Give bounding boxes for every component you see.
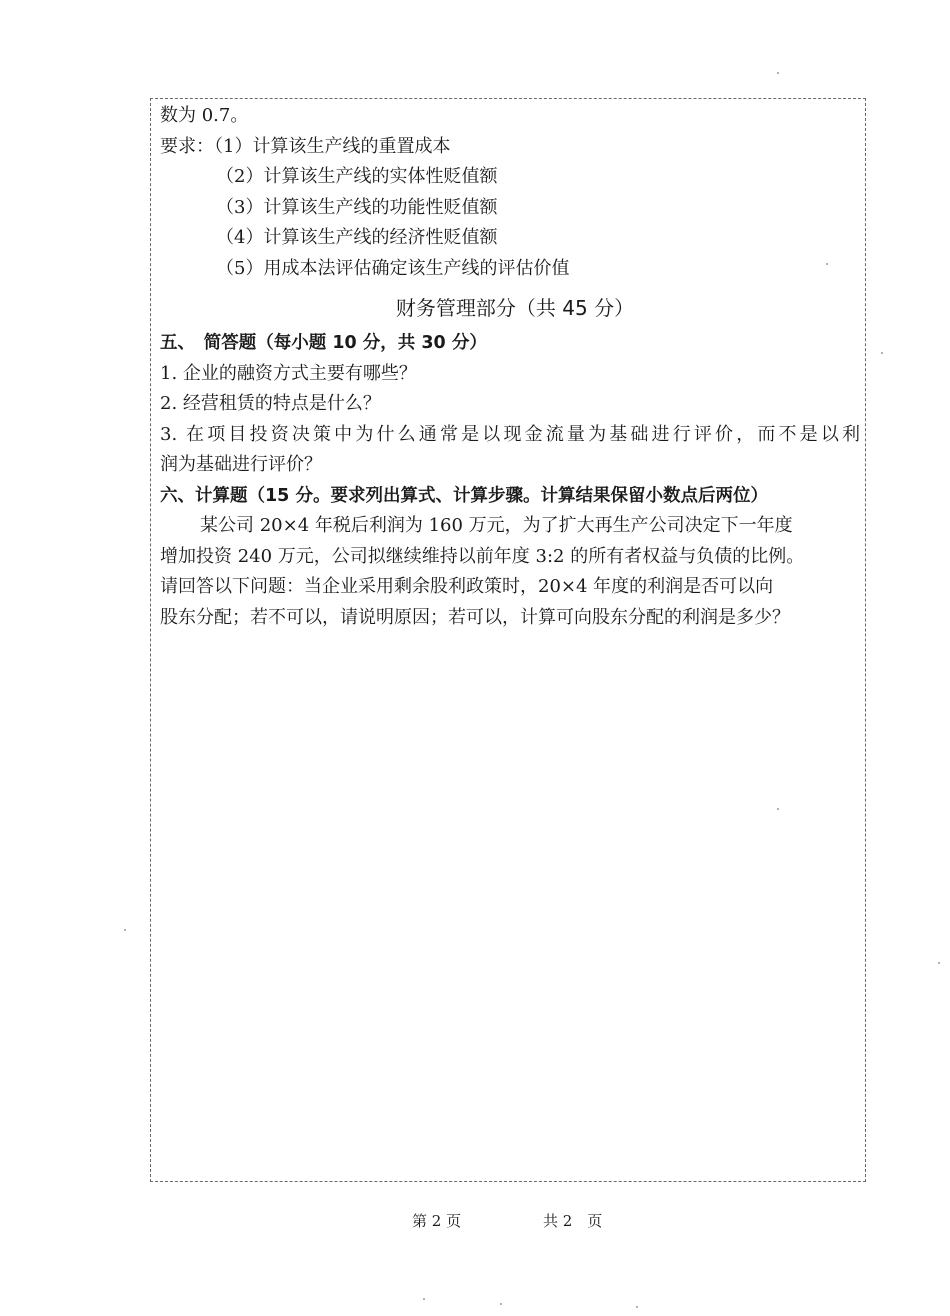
section-title bbox=[160, 288, 860, 328]
problem-line-1: 某公司 20×4 年税后利润为 160 万元，为了扩大再生产公司决定下一年度 bbox=[200, 515, 793, 536]
scan-speck bbox=[636, 1306, 638, 1308]
scan-speck bbox=[423, 1298, 425, 1300]
scan-speck bbox=[777, 72, 779, 74]
scan-speck bbox=[124, 929, 126, 931]
scan-speck bbox=[881, 352, 883, 354]
part6-heading: 六、计算题（15 分。要求列出算式、计算步骤。计算结果保留小数点后两位） bbox=[160, 485, 768, 506]
requirement-3: （3）计算该生产线的功能性贬值额 bbox=[216, 196, 498, 218]
text-line-coefficient: 数为 0.7。 bbox=[160, 105, 249, 126]
page-number-total: 共 2 页 bbox=[543, 1212, 603, 1230]
problem-line-4: 股东分配；若不可以，请说明原因；若可以，计算可向股东分配的利润是多少？ bbox=[160, 606, 790, 628]
requirement-4: （4）计算该生产线的经济性贬值额 bbox=[216, 227, 498, 248]
requirement-2: （2）计算该生产线的实体性贬值额 bbox=[216, 166, 498, 187]
problem-line-2: 增加投资 240 万元，公司拟继续维持以前年度 3:2 的所有者权益与负债的比例。 bbox=[160, 545, 805, 567]
section-title-text: 财务管理部分（共 45 分） bbox=[395, 296, 635, 320]
problem-line-3: 请回答以下问题：当企业采用剩余股利政策时，20×4 年度的利润是否可以向 bbox=[160, 576, 774, 597]
requirement-5: （5）用成本法评估确定该生产线的评估价值 bbox=[216, 257, 570, 279]
scan-speck bbox=[938, 962, 940, 964]
scan-speck bbox=[826, 263, 828, 265]
exam-content bbox=[160, 101, 860, 633]
scan-speck bbox=[500, 1303, 502, 1305]
question-3-line-1: 3. 在项目投资决策中为什么通常是以现金流量为基础进行评价，而不是以利 bbox=[160, 423, 860, 445]
scan-speck bbox=[777, 808, 779, 810]
requirement-1: 要求：（1）计算该生产线的重置成本 bbox=[160, 135, 451, 157]
page-number-current: 第 2 页 bbox=[412, 1212, 462, 1230]
part5-heading: 五、 简答题（每小题 10 分，共 30 分） bbox=[160, 333, 487, 353]
question-3-line-2: 润为基础进行评价？ bbox=[160, 454, 322, 475]
question-2: 2. 经营租赁的特点是什么？ bbox=[160, 393, 381, 414]
question-1: 1. 企业的融资方式主要有哪些？ bbox=[160, 362, 417, 384]
